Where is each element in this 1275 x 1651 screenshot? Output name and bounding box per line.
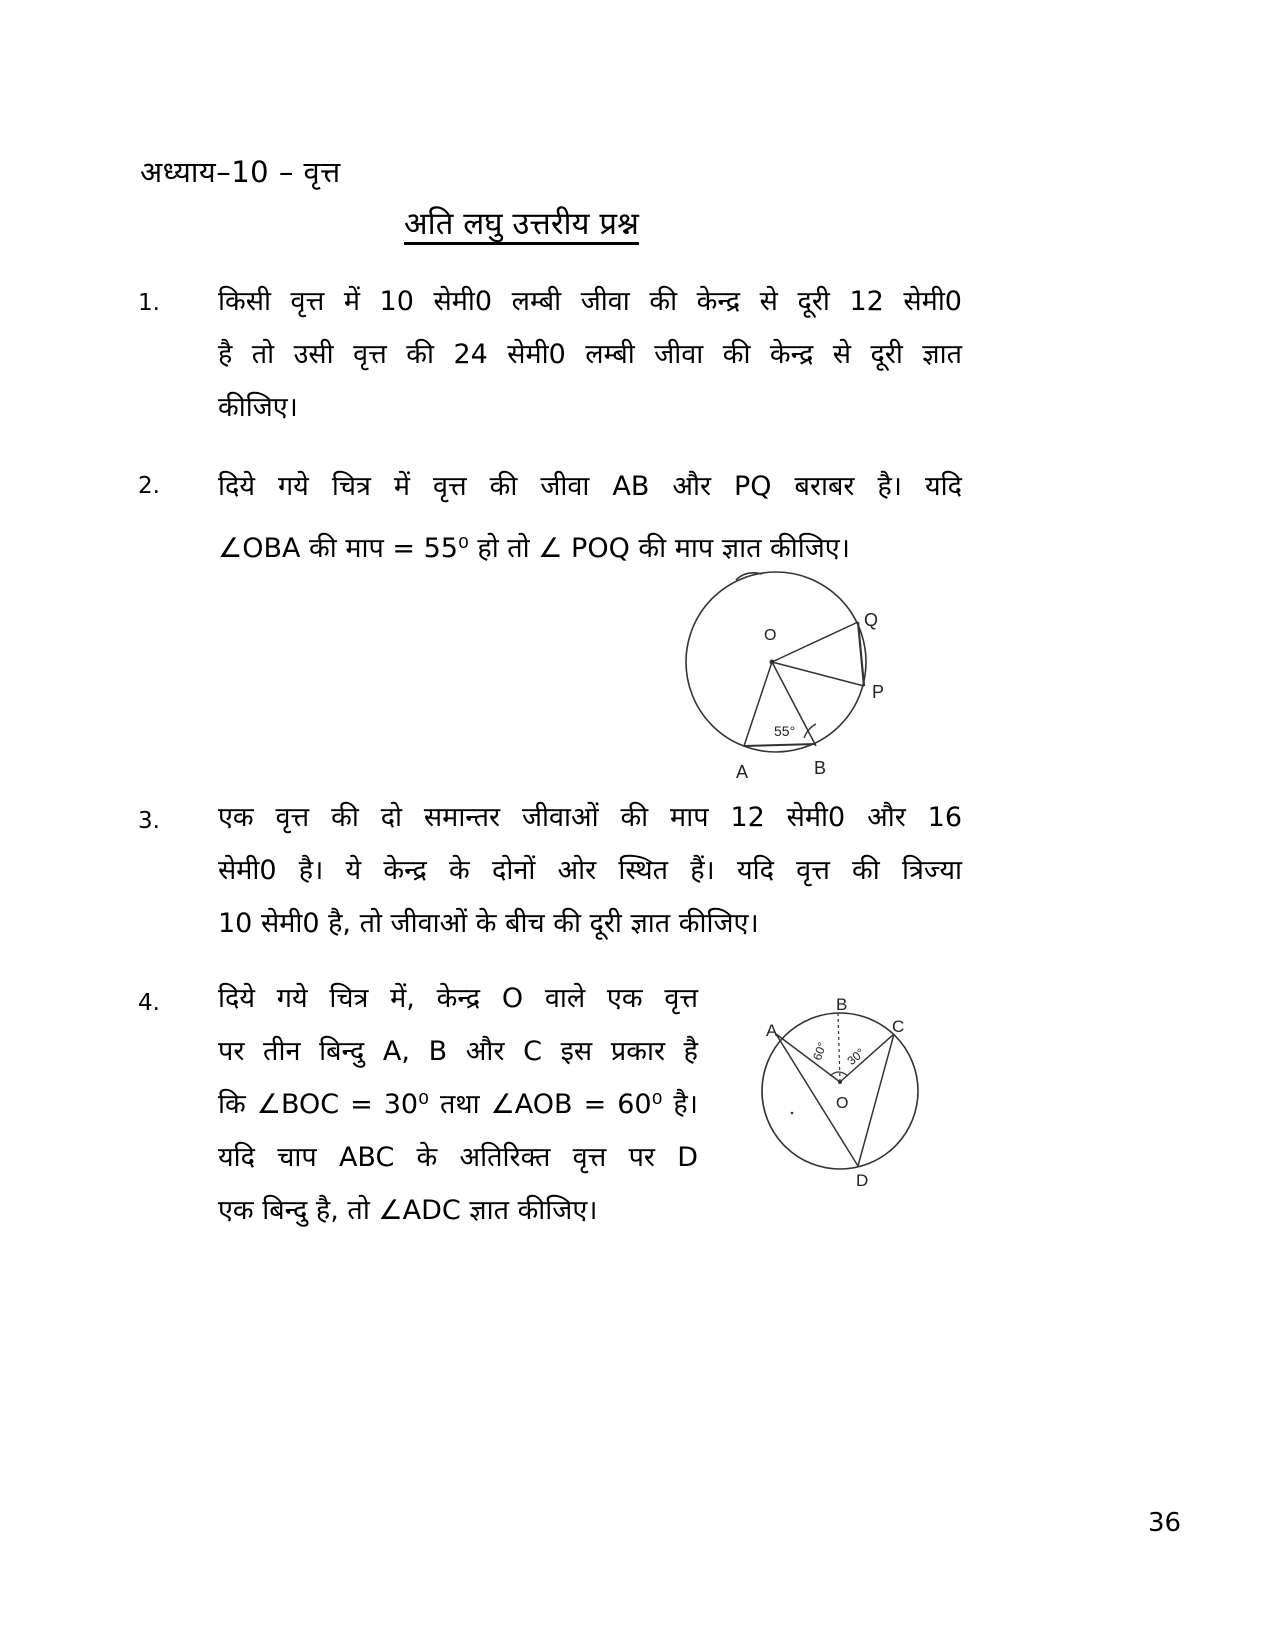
label-p: P [872, 682, 885, 702]
question-4-line: दिये गये चित्र में, केन्द्र O वाले एक वृत्त [218, 983, 698, 1014]
center-point [838, 1080, 842, 1084]
label-o: O [764, 627, 777, 644]
label-a: A [736, 762, 749, 782]
question-1-line: कीजिए। [218, 392, 298, 423]
center-point [770, 660, 775, 665]
angle-label-60: 60° [810, 1040, 830, 1063]
label-a: A [766, 1021, 778, 1040]
page-number: 36 [1148, 1508, 1182, 1538]
chord-ab [744, 744, 816, 746]
question-3-number: 3. [138, 808, 160, 834]
figure-circle-points-abcd [752, 986, 942, 1192]
question-4-line: एक बिन्दु है, तो ∠ADC ज्ञात कीजिए। [218, 1195, 598, 1226]
radius-oa [744, 662, 772, 746]
question-4-line: कि ∠BOC = 30⁰ तथा ∠AOB = 60⁰ है। [218, 1089, 698, 1120]
label-d: D [856, 1171, 869, 1190]
radius-oq [772, 622, 858, 662]
stray-dot [791, 1112, 794, 1115]
question-4-number: 4. [138, 990, 160, 1016]
label-c: C [892, 1017, 905, 1036]
question-3-line: एक वृत्त की दो समान्तर जीवाओं की माप 12 सेमी0 और 16 [218, 802, 962, 833]
question-1-number: 1. [138, 290, 160, 316]
question-2-line: दिये गये चित्र में वृत्त की जीवा AB और PQ बराबर है। यदि [218, 471, 962, 502]
question-2-line: ∠OBA की माप = 55⁰ हो तो ∠ POQ की माप ज्ञात कीजिए। [218, 533, 850, 564]
question-1-text [218, 275, 962, 434]
question-3-line: सेमी0 है। ये केन्द्र के दोनों ओर स्थित हैं। यदि वृत्त की त्रिज्या [218, 855, 962, 886]
question-3-text [218, 791, 962, 950]
question-3-line: 10 सेमी0 है, तो जीवाओं के बीच की दूरी ज्ञात कीजिए। [218, 908, 759, 939]
question-4-line: पर तीन बिन्दु A, B और C इस प्रकार है [218, 1036, 698, 1067]
section-title: अति लघु उत्तरीय प्रश्न [404, 206, 639, 242]
circle-outline [762, 1013, 918, 1169]
question-2-number: 2. [138, 473, 160, 499]
figure-circle-chords-ab-pq [676, 560, 906, 790]
question-1-line: किसी वृत्त में 10 सेमी0 लम्बी जीवा की केन्द्र से दूरी 12 सेमी0 [218, 286, 962, 317]
label-q: Q [864, 610, 879, 630]
angle-label-30: 30° [844, 1045, 868, 1068]
chapter-heading: अध्याय–10 – वृत्त [140, 155, 341, 189]
label-b: B [814, 758, 827, 778]
radius-op [772, 662, 864, 686]
question-1-line: है तो उसी वृत्त की 24 सेमी0 लम्बी जीवा की केन्द्र से दूरी ज्ञात [218, 339, 962, 370]
label-b: B [836, 995, 848, 1014]
angle-label: 55° [774, 723, 796, 739]
question-4-text [218, 972, 698, 1237]
label-o: O [836, 1095, 849, 1112]
question-4-line: यदि चाप ABC के अतिरिक्त वृत्त पर D [218, 1142, 698, 1173]
angle-arc [830, 1072, 848, 1076]
